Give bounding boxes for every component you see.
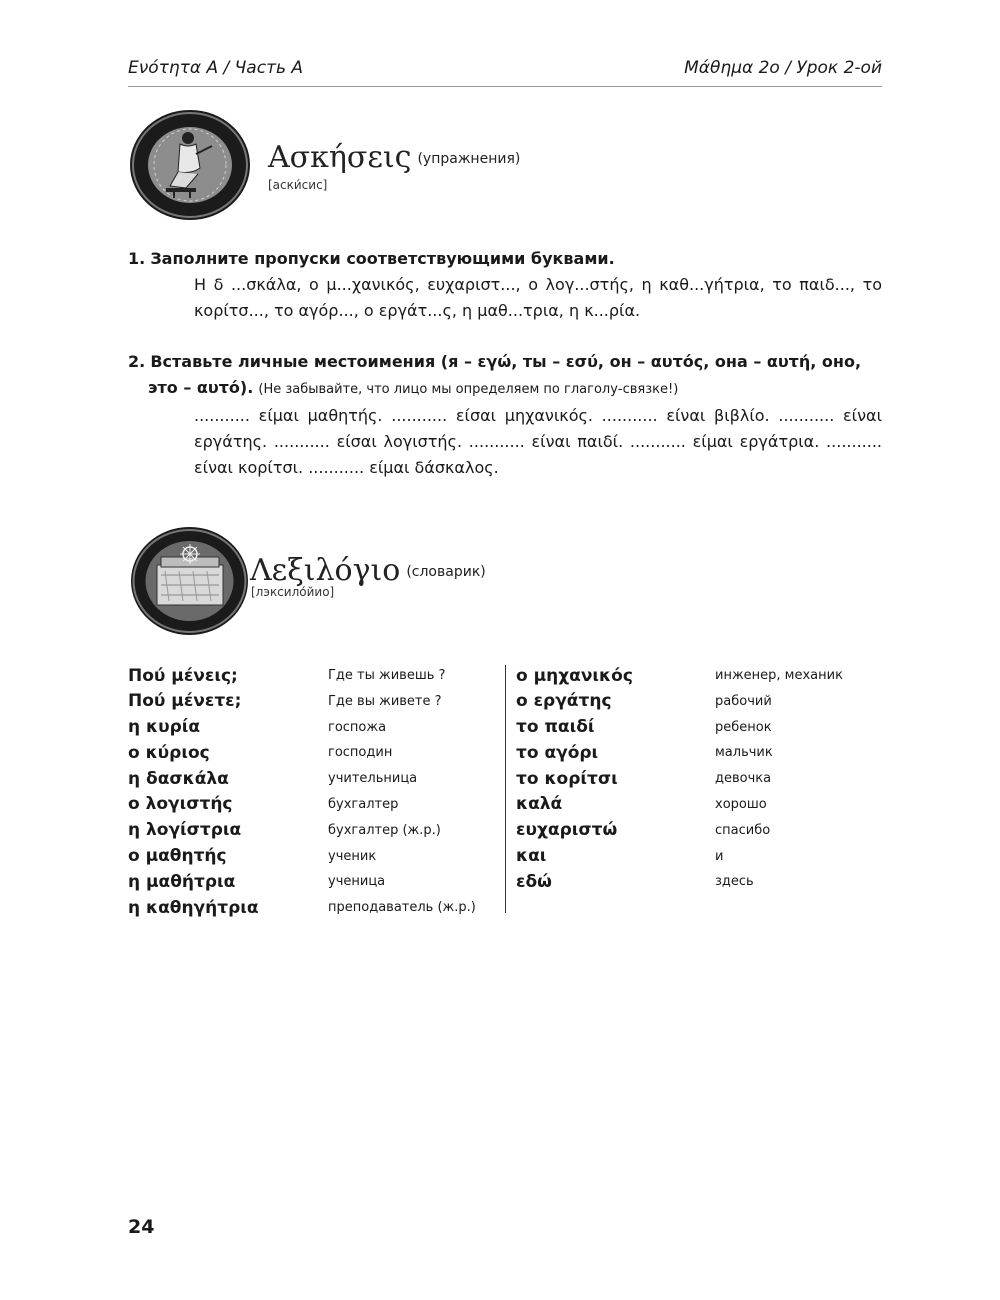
vocab-entry: ο μαθητής ученик <box>128 846 377 867</box>
header-lesson: Μάθημα 2ο / Урок 2-ой <box>684 58 882 78</box>
vocab-entry: η μαθήτρια ученица <box>128 871 386 892</box>
exercises-transcription: [аски́сис] <box>268 178 328 192</box>
vocab-entry: η καθηγήτρια преподаватель (ж.р.) <box>128 897 476 918</box>
exercises-title: Ασκήσεις $^{(упражнения)}$ <box>268 140 521 175</box>
vocab-title: Λεξιλόγιο $^{(словарик)}$ <box>250 553 486 588</box>
vocab-entry: ο εργάτης рабочий <box>516 691 772 712</box>
vocab-entry: η δασκάλα учительница <box>128 768 418 789</box>
exercise-2-number: 2. <box>128 352 146 371</box>
header-unit: Ενότητα Α / Часть А <box>128 58 304 78</box>
exercise-1-number: 1. <box>128 249 146 268</box>
vocab-entry: ο λογιστής бухгалтер <box>128 794 399 815</box>
vocab-entry: η κυρία госпожа <box>128 717 387 738</box>
vocab-entry: Πού μένετε; Где вы живете ? <box>128 691 442 712</box>
exercise-1 <box>128 246 882 324</box>
exercise-1-text: Η δ ...σκάλα, ο μ...χανικός, ευχαριστ..., ο λογ...στής, η καθ...γήτρια, το παιδ..., το κορίτσ..., το αγόρ..., ο εργάτ...ς, η μαθ...τρια, η κ...ρία. <box>194 275 882 320</box>
exercise-2-instruction-line2: это – αυτό). <box>148 378 254 397</box>
exercises-subtitle: (упражнения) <box>417 151 521 167</box>
vocab-entry: η λογίστρια бухгалтер (ж.р.) <box>128 820 441 841</box>
exercise-2 <box>128 349 882 481</box>
vocab-column-left <box>128 665 476 923</box>
vocab-entry: το αγόρι мальчик <box>516 742 773 763</box>
seated-figure-icon <box>130 110 250 220</box>
vocab-entry: και и <box>516 846 724 867</box>
vocab-column-right <box>516 665 843 897</box>
vocab-transcription: [лэксило́йио] <box>251 585 335 599</box>
exercise-2-text: ........... είμαι μαθητής. ........... είσαι μηχανικός. ........... είναι βιβλίο. ........... είναι εργάτης. ........... είσαι λογιστής. ........... είναι παιδί. ........... είμαι εργάτρια. ........... είναι κορίτσι. ........... είμαι δάσκαλος. <box>194 406 882 477</box>
vocab-entry: ο μηχανικός инженер, механик <box>516 665 843 686</box>
exercise-2-instruction-line1: Вставьте личные местоимения (я – εγώ, ты – εσύ, он – αυτός, она – αυτή, оно, <box>150 352 862 371</box>
vocab-entry: ο κύριος господин <box>128 742 393 763</box>
vocab-entry: το κορίτσι девочка <box>516 768 772 789</box>
exercise-2-note: (Не забывайте, что лицо мы определяем по глаголу-связке!) <box>258 382 679 397</box>
vocab-entry: το παιδί ребенок <box>516 717 772 738</box>
vocab-divider <box>505 665 506 913</box>
treasure-chest-icon <box>131 527 248 635</box>
page-header <box>128 56 882 87</box>
vocab-entry: ευχαριστώ спасибо <box>516 820 771 841</box>
vocab-entry: Πού μένεις; Где ты живешь ? <box>128 665 446 686</box>
vocab-entry: καλά хорошо <box>516 794 767 815</box>
exercise-1-instruction: Заполните пропуски соответствующими буквами. <box>150 249 615 268</box>
page-number: 24 <box>128 1216 155 1238</box>
vocab-subtitle: (словарик) <box>406 564 486 580</box>
vocab-entry: εδώ здесь <box>516 871 754 892</box>
